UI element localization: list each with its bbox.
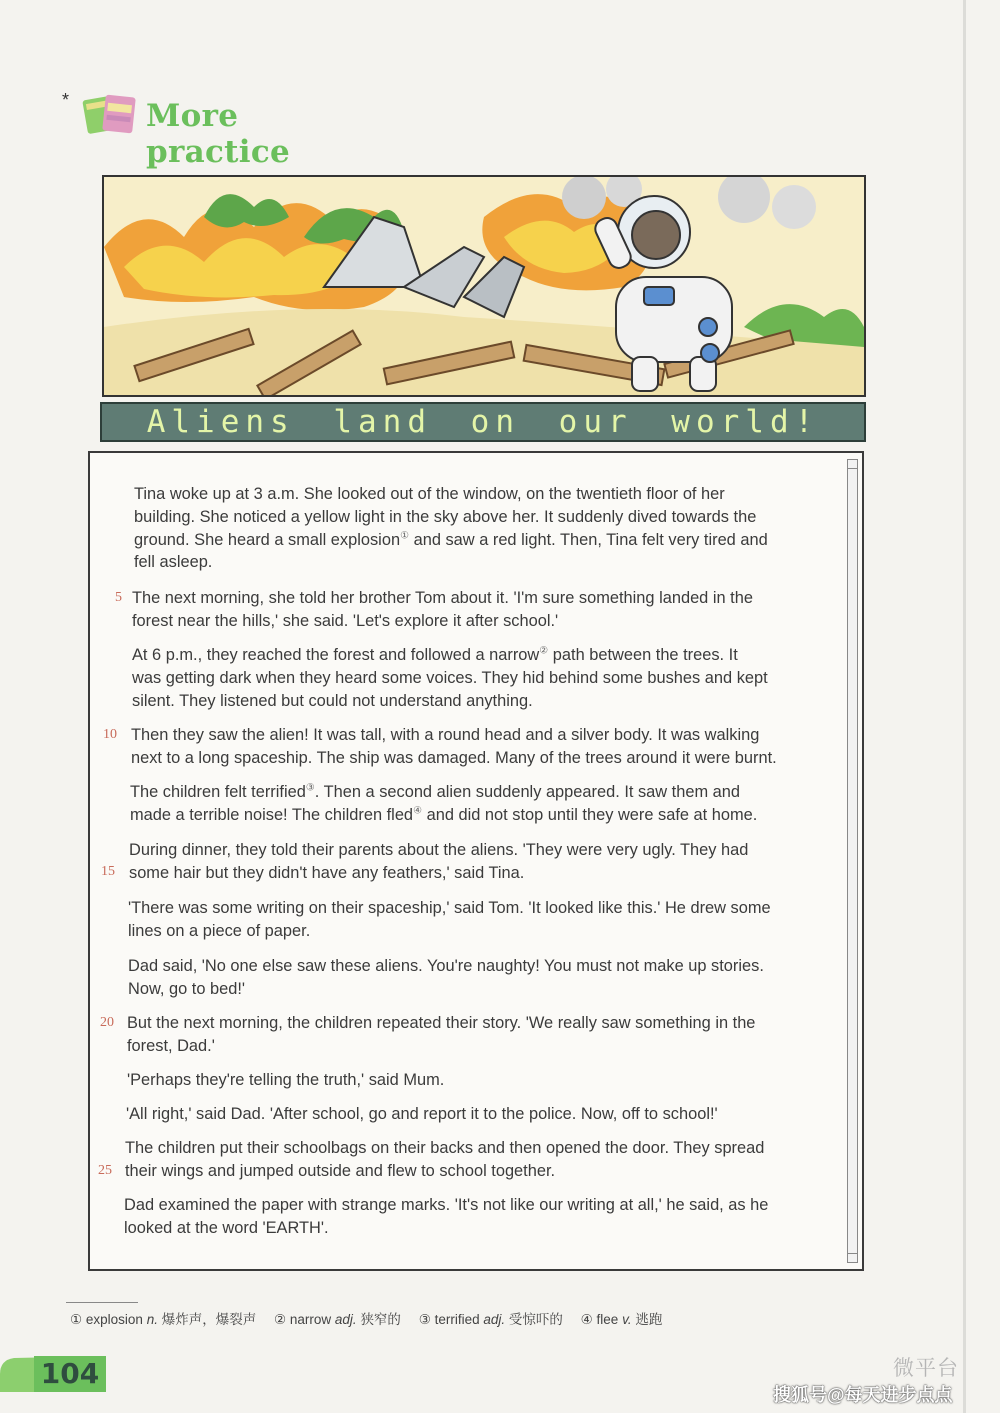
books-icon — [82, 88, 140, 136]
paragraph-6: During dinner, they told their parents about the aliens. 'They were very ugly. They had some hair but they didn't have any feathers,' said Tina. — [129, 841, 749, 882]
watermark-account: 搜狐号@每天进步点点 — [773, 1385, 953, 1405]
note-marker: ④ — [413, 805, 423, 817]
headline-banner — [100, 402, 866, 442]
paragraph-11: 'All right,' said Dad. 'After school, go and report it to the police. Now, off to school!' — [126, 1105, 718, 1123]
footnote-item: ② narrow adj. 狭窄的 — [273, 1312, 401, 1327]
paragraph-7: 'There was some writing on their spaceship,' said Tom. 'It looked like this.' He drew some lines on a piece of paper. — [128, 899, 771, 940]
page-edge — [963, 0, 966, 1413]
paragraph-3: At 6 p.m., they reached the forest and followed a narrow② path between the trees. It was getting dark when they heard some voices. They hid behind some bushes and kept silent. They listened but could not understand anything. — [132, 645, 768, 710]
paragraph-12: The children put their schoolbags on their backs and then opened the door. They spread their wings and jumped outside and flew to school together. — [125, 1139, 765, 1180]
story-box — [88, 451, 864, 1271]
story-scrollbar[interactable] — [847, 459, 858, 1263]
story-illustration — [102, 175, 866, 397]
note-marker: ② — [539, 645, 549, 657]
line-number: 5 — [115, 590, 122, 605]
paragraph-10: 'Perhaps they're telling the truth,' said Mum. — [127, 1071, 445, 1089]
line-number: 20 — [100, 1015, 114, 1030]
paragraph-5: The children felt terrified③. Then a second alien suddenly appeared. It saw them and made a terrible noise! The children fled④ and did not stop until they were safe at home. — [130, 782, 758, 824]
headline: Aliens land on our world! — [146, 404, 820, 440]
paragraph-1: Tina woke up at 3 a.m. She looked out of the window, on the twentieth floor of her building. She noticed a yellow light in the sky above her. It suddenly dived towards the ground. She heard a small explosion① and saw a red light. Then, Tina felt very tired and fell asleep. — [134, 485, 768, 572]
footnotes — [70, 1308, 676, 1328]
line-number: 10 — [103, 727, 117, 742]
watermark-platform: 微平台 — [893, 1357, 959, 1380]
paragraph-8: Dad said, 'No one else saw these aliens. You're naughty! You must not make up stories. Now, go to bed!' — [128, 957, 764, 998]
note-marker: ③ — [305, 782, 315, 794]
paragraph-2: The next morning, she told her brother Tom about it. 'I'm sure something landed in the forest near the hills,' she said. 'Let's explore it after school.' — [132, 589, 753, 630]
paragraph-9: But the next morning, the children repeated their story. 'We really saw something in the forest, Dad.' — [127, 1014, 756, 1055]
note-marker: ① — [400, 530, 410, 542]
section-title: More practice — [146, 98, 291, 170]
footnote-item: ④ flee v. 逃跑 — [580, 1312, 663, 1327]
footnote-rule — [66, 1302, 138, 1303]
optional-marker: * — [62, 90, 70, 110]
page-number: 104 — [40, 1356, 100, 1390]
section-header — [62, 86, 382, 170]
line-number: 15 — [101, 864, 115, 879]
footnote-item: ① explosion n. 爆炸声，爆裂声 — [70, 1312, 257, 1327]
paragraph-4: Then they saw the alien! It was tall, with a round head and a silver body. It was walking next to a long spaceship. The ship was damaged. Many of the trees around it were burnt. — [131, 726, 777, 767]
footnote-item: ③ terrified adj. 受惊吓的 — [418, 1312, 563, 1327]
line-number: 25 — [98, 1163, 112, 1178]
paragraph-13: Dad examined the paper with strange marks. 'It's not like our writing at all,' he said, as he looked at the word 'EARTH'. — [124, 1196, 769, 1237]
